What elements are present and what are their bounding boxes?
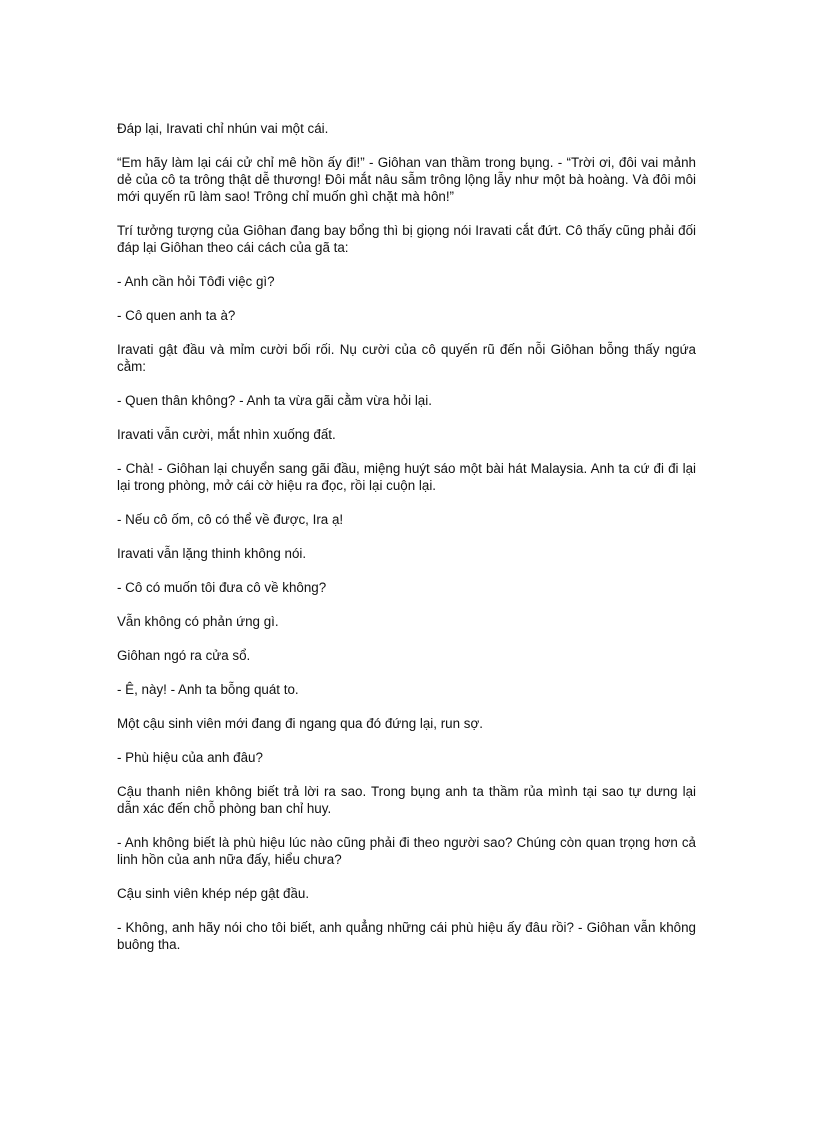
paragraph-18: Cậu thanh niên không biết trả lời ra sao. Trong bụng anh ta thầm rủa mình tại sao tự dưng lại dẫn xác đến chỗ phòng ban chỉ huy. xyxy=(117,784,696,816)
paragraph-8: Iravati vẫn cười, mắt nhìn xuống đất. xyxy=(117,427,336,442)
paragraph-7: - Quen thân không? - Anh ta vừa gãi cằm vừa hỏi lại. xyxy=(117,393,432,408)
paragraph-11: Iravati vẫn lặng thinh không nói. xyxy=(117,546,307,561)
document-body xyxy=(117,120,696,970)
paragraph-16: Một cậu sinh viên mới đang đi ngang qua đó đứng lại, run sợ. xyxy=(117,716,483,731)
paragraph-21: - Không, anh hãy nói cho tôi biết, anh quẳng những cái phù hiệu ấy đâu rồi? - Giôhan vẫn không buông tha. xyxy=(117,920,696,952)
paragraph-9: - Chà! - Giôhan lại chuyển sang gãi đầu, miệng huýt sáo một bài hát Malaysia. Anh ta cứ đi đi lại lại trong phòng, mở cái cờ hiệu ra đọc, rồi lại cuộn lại. xyxy=(117,461,696,493)
paragraph-20: Cậu sinh viên khép nép gật đầu. xyxy=(117,886,310,901)
paragraph-2: “Em hãy làm lại cái cử chỉ mê hồn ấy đi!” - Giôhan van thầm trong bụng. - “Trời ơi, đôi vai mảnh dẻ của cô ta trông thật dễ thương! Đôi mắt nâu sẫm trông lộng lẫy như một bà hoàng. Và đôi môi mới quyến rũ làm sao! Trông chỉ muốn ghì chặt mà hôn!” xyxy=(117,155,696,204)
paragraph-15: - Ê, này! - Anh ta bỗng quát to. xyxy=(117,682,299,697)
paragraph-4: - Anh cần hỏi Tôđi việc gì? xyxy=(117,274,275,289)
paragraph-19: - Anh không biết là phù hiệu lúc nào cũng phải đi theo người sao? Chúng còn quan trọng hơn cả linh hồn của anh nữa đấy, hiểu chưa? xyxy=(117,835,696,867)
paragraph-14: Giôhan ngó ra cửa sổ. xyxy=(117,648,251,663)
paragraph-13: Vẫn không có phản ứng gì. xyxy=(117,614,279,629)
paragraph-1: Đáp lại, Iravati chỉ nhún vai một cái. xyxy=(117,121,329,136)
paragraph-17: - Phù hiệu của anh đâu? xyxy=(117,750,263,765)
paragraph-10: - Nếu cô ốm, cô có thể về được, Ira ạ! xyxy=(117,512,344,527)
paragraph-6: Iravati gật đầu và mỉm cười bối rối. Nụ cười của cô quyến rũ đến nỗi Giôhan bỗng thấy ngứa cằm: xyxy=(117,342,696,374)
paragraph-5: - Cô quen anh ta à? xyxy=(117,308,236,323)
paragraph-12: - Cô có muốn tôi đưa cô về không? xyxy=(117,580,327,595)
paragraph-3: Trí tưởng tượng của Giôhan đang bay bổng thì bị giọng nói Iravati cắt đứt. Cô thấy cũng phải đối đáp lại Giôhan theo cái cách của gã ta: xyxy=(117,223,696,255)
